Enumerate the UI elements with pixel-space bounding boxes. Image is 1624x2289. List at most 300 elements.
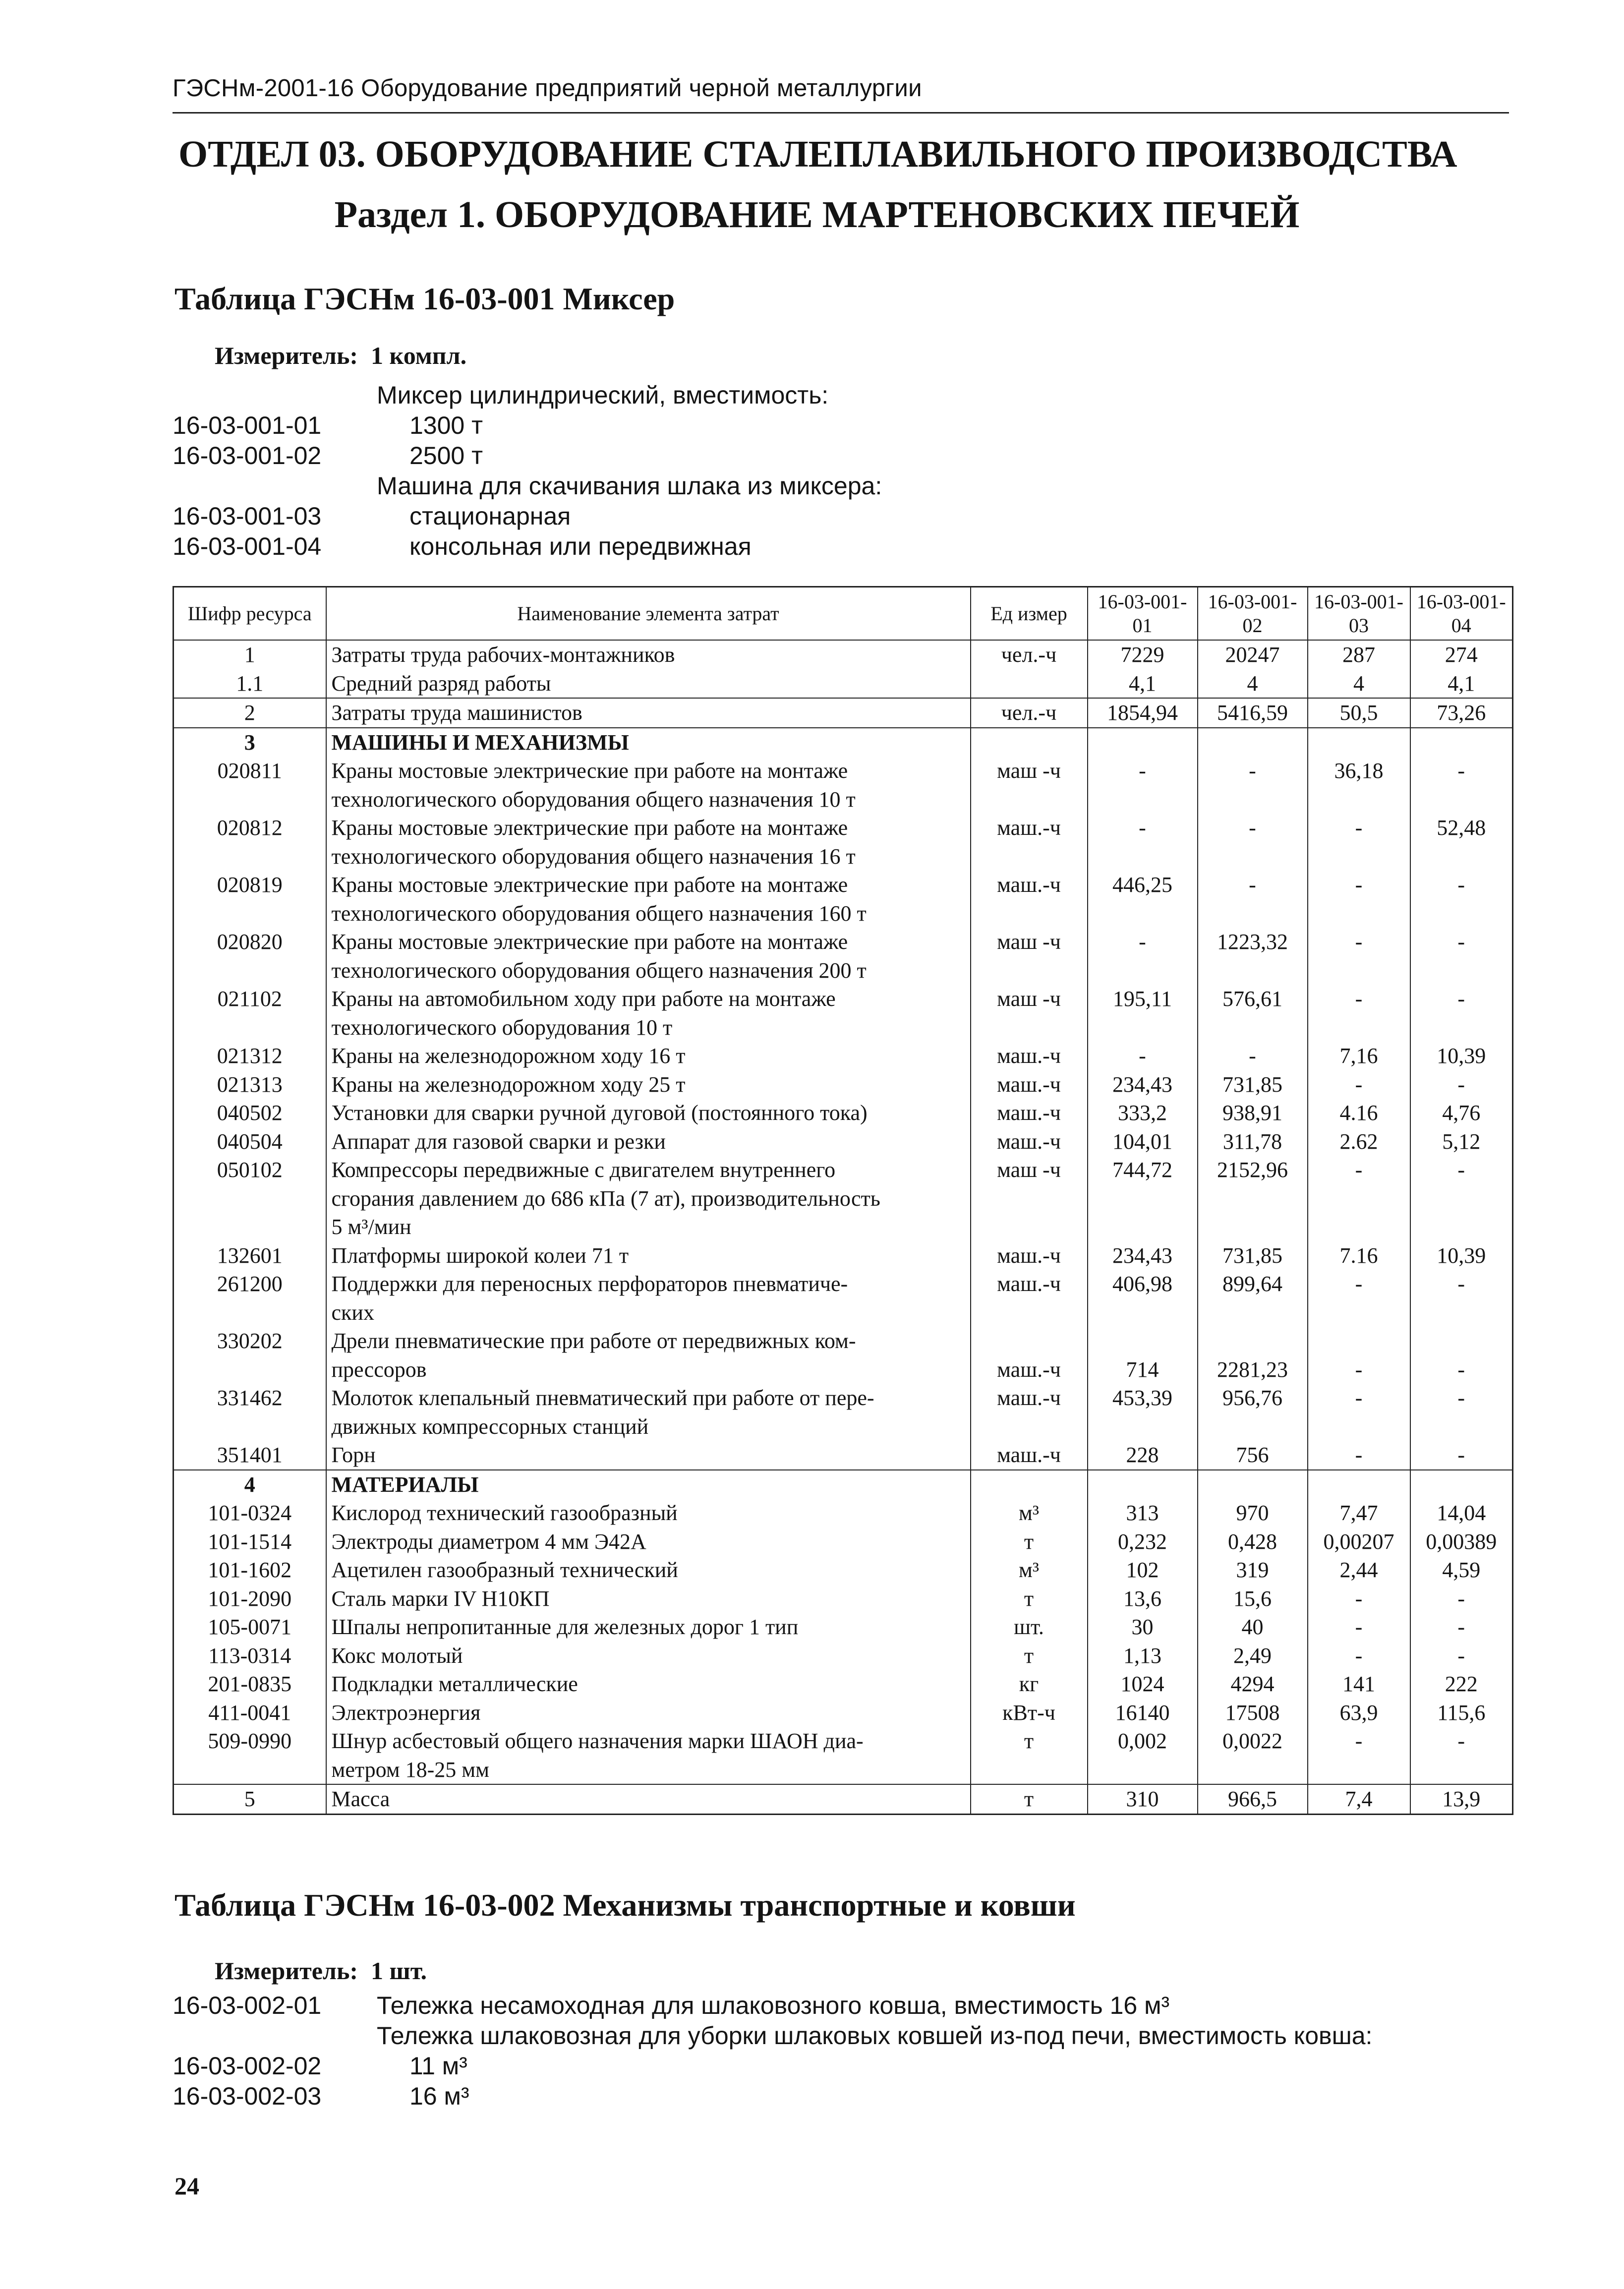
resource-code: 331462 — [174, 1384, 326, 1412]
value-cell — [1308, 785, 1410, 814]
table-row — [174, 1613, 1513, 1642]
value-cell: 899,64 — [1198, 1270, 1308, 1298]
value-cell: 576,61 — [1198, 985, 1308, 1013]
value-cell: - — [1410, 1441, 1513, 1470]
value-cell — [1088, 1412, 1198, 1441]
value-cell: 1024 — [1088, 1670, 1198, 1699]
value-cell — [1198, 785, 1308, 814]
value-cell: 4.16 — [1308, 1099, 1410, 1127]
value-cell: 13,6 — [1088, 1585, 1198, 1613]
value-cell: 17508 — [1198, 1699, 1308, 1727]
header-unit: Ед измер — [971, 587, 1088, 641]
value-cell: 4,59 — [1410, 1556, 1513, 1585]
cost-item-name: Краны мостовые электрические при работе на монтаже — [326, 928, 971, 956]
value-cell: 333,2 — [1088, 1099, 1198, 1127]
table-row — [174, 1298, 1513, 1327]
resource-code: 020812 — [174, 814, 326, 842]
item-title: 1300 т — [409, 411, 483, 439]
value-cell: 453,39 — [1088, 1384, 1198, 1412]
value-cell: - — [1410, 1355, 1513, 1384]
value-cell: - — [1308, 1642, 1410, 1670]
value-cell: 2,49 — [1198, 1642, 1308, 1670]
unit-cell: маш.-ч — [971, 814, 1088, 842]
value-cell: 15,6 — [1198, 1585, 1308, 1613]
resource-code: 105-0071 — [174, 1613, 326, 1642]
resource-code — [174, 842, 326, 871]
table-row — [174, 1070, 1513, 1099]
item-code: 16-03-002-01 — [173, 1992, 322, 2019]
unit-cell — [971, 1327, 1088, 1355]
cost-item-name: МАТЕРИАЛЫ — [326, 1470, 971, 1499]
value-cell — [1198, 842, 1308, 871]
value-cell — [1198, 956, 1308, 985]
item-code: 16-03-001-04 — [173, 532, 322, 560]
resource-code: 1 — [174, 640, 326, 669]
value-cell: 10,39 — [1410, 1241, 1513, 1270]
cost-item-name: Установки для сварки ручной дуговой (постоянного тока) — [326, 1099, 971, 1127]
table-row — [174, 757, 1513, 785]
cost-item-name: Ацетилен газообразный технический — [326, 1556, 971, 1585]
value-cell: 4294 — [1198, 1670, 1308, 1699]
value-cell — [1088, 1756, 1198, 1785]
unit-cell: чел.-ч — [971, 640, 1088, 669]
cost-item-name: ских — [326, 1298, 971, 1327]
value-cell: 234,43 — [1088, 1241, 1198, 1270]
value-cell — [1410, 1184, 1513, 1213]
unit-cell: маш.-ч — [971, 1241, 1088, 1270]
value-cell: 313 — [1088, 1499, 1198, 1527]
table-row — [174, 785, 1513, 814]
table-row — [174, 1585, 1513, 1613]
resource-code — [174, 1298, 326, 1327]
cost-item-name: Молоток клепальный пневматический при работе от пере- — [326, 1384, 971, 1412]
value-cell: 0,002 — [1088, 1727, 1198, 1756]
value-cell: 16140 — [1088, 1699, 1198, 1727]
value-cell — [1088, 1327, 1198, 1355]
table-row — [174, 1756, 1513, 1785]
value-cell: 5,12 — [1410, 1127, 1513, 1156]
value-cell: - — [1198, 757, 1308, 785]
unit-cell: маш.-ч — [971, 1384, 1088, 1412]
unit-cell: кг — [971, 1670, 1088, 1699]
unit-cell: т — [971, 1585, 1088, 1613]
cost-item-name: Шпалы непропитанные для железных дорог 1 тип — [326, 1613, 971, 1642]
unit-cell — [971, 1756, 1088, 1785]
value-cell: - — [1088, 757, 1198, 785]
value-cell: - — [1088, 814, 1198, 842]
value-cell: 36,18 — [1308, 757, 1410, 785]
table-row — [174, 1156, 1513, 1184]
cost-item-name: Краны на железнодорожном ходу 16 т — [326, 1042, 971, 1070]
value-cell — [1088, 1013, 1198, 1042]
value-cell — [1088, 899, 1198, 928]
value-cell — [1198, 1470, 1308, 1499]
resource-code — [174, 899, 326, 928]
table2-title: Таблица ГЭСНм 16-03-002 Механизмы транспортные и ковши — [174, 1887, 1076, 1923]
table2-measure — [215, 1956, 427, 1985]
value-cell — [1410, 1470, 1513, 1499]
value-cell: - — [1308, 1384, 1410, 1412]
unit-cell: маш -ч — [971, 757, 1088, 785]
value-cell: 52,48 — [1410, 814, 1513, 842]
value-cell: - — [1308, 1156, 1410, 1184]
resource-code: 3 — [174, 728, 326, 757]
table1-title: Таблица ГЭСНм 16-03-001 Миксер — [174, 281, 675, 316]
value-cell — [1308, 1298, 1410, 1327]
value-cell: 731,85 — [1198, 1070, 1308, 1099]
value-cell: 2.62 — [1308, 1127, 1410, 1156]
item-title: Машина для скачивания шлака из миксера: — [377, 472, 882, 500]
value-cell — [1410, 1013, 1513, 1042]
header-col: 16-03-001-02 — [1198, 587, 1308, 641]
table-row — [174, 899, 1513, 928]
cost-item-name: Электроды диаметром 4 мм Э42А — [326, 1527, 971, 1556]
resource-code: 201-0835 — [174, 1670, 326, 1699]
unit-cell: кВт-ч — [971, 1699, 1088, 1727]
value-cell: - — [1308, 1355, 1410, 1384]
value-cell — [1198, 1298, 1308, 1327]
table-row — [174, 928, 1513, 956]
value-cell: - — [1088, 928, 1198, 956]
unit-cell: маш.-ч — [971, 1042, 1088, 1070]
cost-item-name: технологического оборудования 10 т — [326, 1013, 971, 1042]
table-row — [174, 985, 1513, 1013]
value-cell — [1308, 1327, 1410, 1355]
value-cell: 10,39 — [1410, 1042, 1513, 1070]
resource-code: 411-0041 — [174, 1699, 326, 1727]
cost-item-name: 5 м³/мин — [326, 1213, 971, 1241]
table-row — [174, 1384, 1513, 1412]
table-row — [174, 1241, 1513, 1270]
table-row — [174, 1184, 1513, 1213]
resource-code: 101-0324 — [174, 1499, 326, 1527]
cost-item-name: Подкладки металлические — [326, 1670, 971, 1699]
value-cell: - — [1410, 928, 1513, 956]
table-group-row — [174, 1470, 1513, 1499]
running-header: ГЭСНм-2001-16 Оборудование предприятий черной металлургии — [173, 75, 922, 102]
cost-item-name: Платформы широкой колеи 71 т — [326, 1241, 971, 1270]
value-cell — [1410, 956, 1513, 985]
item-title: 2500 т — [409, 442, 483, 470]
cost-item-name: технологического оборудования общего назначения 200 т — [326, 956, 971, 985]
value-cell — [1308, 728, 1410, 757]
value-cell: - — [1308, 871, 1410, 899]
value-cell: - — [1410, 1156, 1513, 1184]
unit-cell: маш -ч — [971, 928, 1088, 956]
table-row — [174, 1727, 1513, 1756]
cost-item-name: Краны мостовые электрические при работе на монтаже — [326, 757, 971, 785]
unit-cell: м³ — [971, 1499, 1088, 1527]
resource-code: 101-2090 — [174, 1585, 326, 1613]
resource-code: 2 — [174, 698, 326, 728]
cost-item-name: сгорания давлением до 686 кПа (7 ат), производительность — [326, 1184, 971, 1213]
section-title: Раздел 1. ОБОРУДОВАНИЕ МАРТЕНОВСКИХ ПЕЧЕЙ — [334, 194, 1300, 235]
value-cell: 319 — [1198, 1556, 1308, 1585]
value-cell: 2,44 — [1308, 1556, 1410, 1585]
value-cell: 1,13 — [1088, 1642, 1198, 1670]
unit-cell — [971, 956, 1088, 985]
value-cell: - — [1308, 1585, 1410, 1613]
header-name: Наименование элемента затрат — [326, 587, 971, 641]
resource-code — [174, 785, 326, 814]
resource-code: 351401 — [174, 1441, 326, 1470]
value-cell — [1198, 1184, 1308, 1213]
value-cell: 1854,94 — [1088, 698, 1198, 728]
table-body — [174, 640, 1513, 1814]
table-group-row — [174, 728, 1513, 757]
table-row — [174, 1327, 1513, 1355]
item-code: 16-03-002-02 — [173, 2052, 322, 2080]
value-cell: 0,0022 — [1198, 1727, 1308, 1756]
unit-cell — [971, 728, 1088, 757]
item-title: 11 м³ — [409, 2052, 467, 2080]
table-row — [174, 1127, 1513, 1156]
resource-code: 261200 — [174, 1270, 326, 1298]
resource-code: 021313 — [174, 1070, 326, 1099]
unit-cell: маш.-ч — [971, 1441, 1088, 1470]
item-code: 16-03-001-01 — [173, 411, 322, 439]
value-cell: 310 — [1088, 1784, 1198, 1814]
cost-item-name: Краны мостовые электрические при работе на монтаже — [326, 871, 971, 899]
measure-label: Измеритель: — [215, 342, 358, 369]
table-header-row — [174, 587, 1513, 641]
value-cell — [1308, 1184, 1410, 1213]
value-cell: - — [1410, 1642, 1513, 1670]
cost-item-name: Кокс молотый — [326, 1642, 971, 1670]
unit-cell — [971, 1470, 1088, 1499]
value-cell: 13,9 — [1410, 1784, 1513, 1814]
cost-item-name: Кислород технический газообразный — [326, 1499, 971, 1527]
resource-code: 021312 — [174, 1042, 326, 1070]
cost-item-name: Масса — [326, 1784, 971, 1814]
value-cell: 228 — [1088, 1441, 1198, 1470]
value-cell — [1410, 1756, 1513, 1785]
resource-code: 040502 — [174, 1099, 326, 1127]
table-row — [174, 1699, 1513, 1727]
table-row — [174, 1412, 1513, 1441]
value-cell — [1198, 1013, 1308, 1042]
value-cell: 104,01 — [1088, 1127, 1198, 1156]
table-row — [174, 1441, 1513, 1470]
header-rule — [173, 112, 1509, 114]
resource-code: 040504 — [174, 1127, 326, 1156]
value-cell — [1308, 1470, 1410, 1499]
value-cell: 938,91 — [1198, 1099, 1308, 1127]
measure-value: 1 компл. — [371, 342, 467, 369]
unit-cell: т — [971, 1642, 1088, 1670]
item-code: 16-03-001-03 — [173, 502, 322, 530]
unit-cell: маш -ч — [971, 985, 1088, 1013]
value-cell: 195,11 — [1088, 985, 1198, 1013]
value-cell: 311,78 — [1198, 1127, 1308, 1156]
value-cell: 406,98 — [1088, 1270, 1198, 1298]
resource-code: 1.1 — [174, 669, 326, 699]
value-cell: 756 — [1198, 1441, 1308, 1470]
value-cell: 234,43 — [1088, 1070, 1198, 1099]
value-cell: - — [1198, 814, 1308, 842]
value-cell — [1410, 1298, 1513, 1327]
value-cell — [1198, 1213, 1308, 1241]
cost-item-name: Затраты труда рабочих-монтажников — [326, 640, 971, 669]
resource-code: 050102 — [174, 1156, 326, 1184]
header-col: 16-03-001-04 — [1410, 587, 1513, 641]
resource-code — [174, 956, 326, 985]
value-cell — [1308, 1013, 1410, 1042]
value-cell: 966,5 — [1198, 1784, 1308, 1814]
table1-measure — [215, 341, 466, 370]
value-cell — [1088, 1298, 1198, 1327]
value-cell: 141 — [1308, 1670, 1410, 1699]
unit-cell: шт. — [971, 1613, 1088, 1642]
cost-item-name: Сталь марки IV Н10КП — [326, 1585, 971, 1613]
value-cell: - — [1308, 1441, 1410, 1470]
value-cell: 2152,96 — [1198, 1156, 1308, 1184]
cost-item-name: технологического оборудования общего назначения 10 т — [326, 785, 971, 814]
cost-item-name: Компрессоры передвижные с двигателем внутреннего — [326, 1156, 971, 1184]
value-cell: 7.16 — [1308, 1241, 1410, 1270]
cost-item-name: Горн — [326, 1441, 971, 1470]
table-row — [174, 669, 1513, 699]
resource-code: 020820 — [174, 928, 326, 956]
resource-code: 101-1602 — [174, 1556, 326, 1585]
value-cell — [1088, 785, 1198, 814]
value-cell: 714 — [1088, 1355, 1198, 1384]
table-row — [174, 1042, 1513, 1070]
value-cell: 20247 — [1198, 640, 1308, 669]
value-cell: 115,6 — [1410, 1699, 1513, 1727]
value-cell — [1410, 728, 1513, 757]
cost-item-name: Электроэнергия — [326, 1699, 971, 1727]
value-cell — [1308, 1213, 1410, 1241]
resource-code — [174, 1013, 326, 1042]
header-col: 16-03-001-01 — [1088, 587, 1198, 641]
page-number: 24 — [174, 2172, 199, 2200]
item-title: консольная или передвижная — [409, 532, 752, 560]
item-title: Тележка шлаковозная для уборки шлаковых ковшей из-под печи, вместимость ковша: — [377, 2022, 1373, 2050]
value-cell: - — [1410, 1384, 1513, 1412]
value-cell: 50,5 — [1308, 698, 1410, 728]
unit-cell — [971, 785, 1088, 814]
table-row — [174, 1270, 1513, 1298]
table-row — [174, 698, 1513, 728]
value-cell: 274 — [1410, 640, 1513, 669]
unit-cell — [971, 1412, 1088, 1441]
cost-item-name: технологического оборудования общего назначения 160 т — [326, 899, 971, 928]
resource-code: 113-0314 — [174, 1642, 326, 1670]
unit-cell: маш -ч — [971, 1156, 1088, 1184]
value-cell: 970 — [1198, 1499, 1308, 1527]
cost-item-name: Краны мостовые электрические при работе на монтаже — [326, 814, 971, 842]
item-code: 16-03-002-03 — [173, 2082, 322, 2110]
unit-cell — [971, 1013, 1088, 1042]
table-row — [174, 1355, 1513, 1384]
cost-item-name: метром 18-25 мм — [326, 1756, 971, 1785]
value-cell — [1088, 728, 1198, 757]
unit-cell: маш.-ч — [971, 1270, 1088, 1298]
value-cell: 956,76 — [1198, 1384, 1308, 1412]
department-title: ОТДЕЛ 03. ОБОРУДОВАНИЕ СТАЛЕПЛАВИЛЬНОГО ПРОИЗВОДСТВА — [178, 133, 1457, 175]
value-cell: 73,26 — [1410, 698, 1513, 728]
unit-cell: маш.-ч — [971, 871, 1088, 899]
unit-cell: т — [971, 1784, 1088, 1814]
measure-value: 1 шт. — [371, 1957, 427, 1985]
value-cell: 14,04 — [1410, 1499, 1513, 1527]
value-cell — [1088, 1470, 1198, 1499]
value-cell: - — [1198, 1042, 1308, 1070]
value-cell: 0,428 — [1198, 1527, 1308, 1556]
value-cell: 0,232 — [1088, 1527, 1198, 1556]
value-cell — [1088, 1184, 1198, 1213]
value-cell — [1088, 842, 1198, 871]
value-cell — [1308, 1756, 1410, 1785]
cost-item-name: МАШИНЫ И МЕХАНИЗМЫ — [326, 728, 971, 757]
value-cell: - — [1410, 1270, 1513, 1298]
item-code: 16-03-001-02 — [173, 442, 322, 470]
table-row — [174, 956, 1513, 985]
value-cell: - — [1088, 1042, 1198, 1070]
value-cell: - — [1308, 1727, 1410, 1756]
value-cell: - — [1410, 1070, 1513, 1099]
table-row — [174, 1499, 1513, 1527]
item-title: Тележка несамоходная для шлаковозного ковша, вместимость 16 м³ — [377, 1992, 1170, 2019]
value-cell — [1088, 956, 1198, 985]
item-title: 16 м³ — [409, 2082, 469, 2110]
unit-cell — [971, 842, 1088, 871]
resource-code: 509-0990 — [174, 1727, 326, 1756]
value-cell: 63,9 — [1308, 1699, 1410, 1727]
value-cell: 7,16 — [1308, 1042, 1410, 1070]
unit-cell — [971, 669, 1088, 699]
table-row — [174, 1527, 1513, 1556]
item-title: Миксер цилиндрический, вместимость: — [377, 381, 829, 409]
measure-label: Измеритель: — [215, 1957, 358, 1985]
value-cell: 222 — [1410, 1670, 1513, 1699]
value-cell: - — [1308, 1270, 1410, 1298]
unit-cell: маш.-ч — [971, 1099, 1088, 1127]
item-title: стационарная — [409, 502, 571, 530]
value-cell: - — [1410, 1727, 1513, 1756]
unit-cell — [971, 899, 1088, 928]
resource-code: 4 — [174, 1470, 326, 1499]
value-cell: 7229 — [1088, 640, 1198, 669]
resource-code — [174, 1756, 326, 1785]
table-row — [174, 640, 1513, 669]
header-code: Шифр ресурса — [174, 587, 326, 641]
value-cell — [1308, 899, 1410, 928]
cost-item-name: движных компрессорных станций — [326, 1412, 971, 1441]
cost-item-name: технологического оборудования общего назначения 16 т — [326, 842, 971, 871]
unit-cell: маш.-ч — [971, 1355, 1088, 1384]
resource-code — [174, 1184, 326, 1213]
unit-cell: т — [971, 1527, 1088, 1556]
value-cell — [1410, 1213, 1513, 1241]
value-cell: - — [1308, 928, 1410, 956]
value-cell — [1308, 956, 1410, 985]
value-cell: 4,76 — [1410, 1099, 1513, 1127]
value-cell — [1308, 842, 1410, 871]
value-cell: 5416,59 — [1198, 698, 1308, 728]
value-cell: 0,00389 — [1410, 1527, 1513, 1556]
value-cell — [1198, 728, 1308, 757]
value-cell — [1198, 899, 1308, 928]
value-cell: 744,72 — [1088, 1156, 1198, 1184]
resource-code — [174, 1213, 326, 1241]
value-cell: 102 — [1088, 1556, 1198, 1585]
unit-cell: маш.-ч — [971, 1070, 1088, 1099]
table-row — [174, 842, 1513, 871]
value-cell — [1410, 842, 1513, 871]
table-row — [174, 1784, 1513, 1814]
